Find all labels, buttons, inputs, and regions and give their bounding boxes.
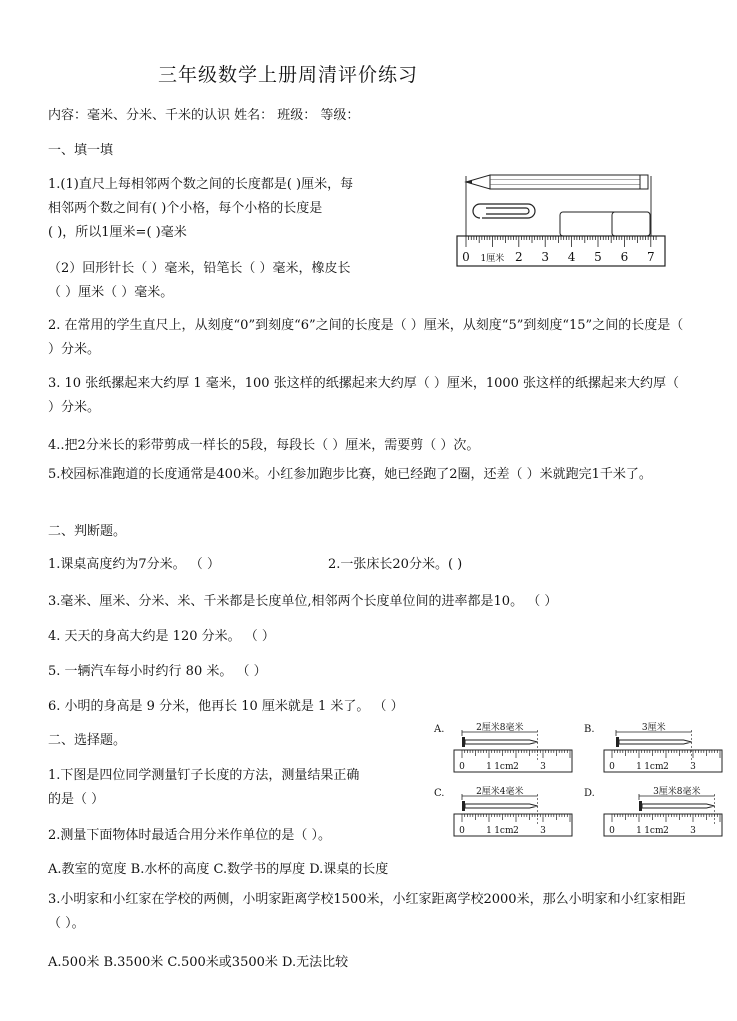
small-ruler-number: 2 — [513, 826, 519, 836]
small-ruler-number: 1 — [486, 826, 492, 836]
small-ruler-number: 0 — [459, 762, 465, 772]
nail-icon — [639, 801, 715, 811]
small-ruler-number: 1 — [636, 762, 642, 772]
nail-length-label: 3厘米8毫米 — [653, 787, 701, 797]
s1-q1-line2: 相邻两个数之间有( )个小格，每个小格的长度是 — [48, 201, 323, 216]
s1-q4: 4..把2分米长的彩带剪成一样长的5段，每段长（ ）厘米，需要剪（ ）次。 — [48, 438, 480, 453]
small-ruler-number: 1cm — [644, 826, 664, 836]
ruler-number: 1厘米 — [480, 254, 505, 264]
s1-q1-part2-line1: （2）回形针长（ ）毫米，铅笔长（ ）毫米，橡皮长 — [48, 261, 351, 276]
s2-q2: 2.一张床长20分米。( ) — [328, 557, 463, 572]
small-ruler-number: 0 — [459, 826, 465, 836]
ruler-number: 0 — [462, 250, 470, 264]
nail-figures — [432, 718, 732, 840]
nail-figure-a — [433, 721, 572, 772]
small-ruler-number: 3 — [690, 826, 696, 836]
nail-icon — [462, 801, 538, 811]
nail-option-label: A. — [434, 724, 445, 735]
s2-q3: 3.毫米、厘米、分米、米、千米都是长度单位,相邻两个长度单位间的进率都是10。 （ ） — [48, 594, 558, 609]
s1-q2: 2. 在常用的学生直尺上，从刻度“0”到刻度“6”之间的长度是（ ）厘米，从刻度“5”到刻度“15”之间的长度是（ ）分米。 — [48, 318, 684, 357]
s1-q1-line3: ( )，所以1厘米=( )毫米 — [48, 225, 187, 240]
small-ruler-number: 1 — [636, 826, 642, 836]
small-ruler-number: 0 — [609, 762, 615, 772]
nail-length-label: 3厘米 — [641, 723, 666, 733]
small-ruler-number: 1cm — [494, 762, 514, 772]
s3-q1-line1: 1.下图是四位同学测量钉子长度的方法，测量结果正确 — [48, 768, 360, 783]
nail-figure-c — [434, 785, 572, 836]
header-info: 内容：毫米、分米、千米的认识 姓名： 班级： 等级： — [48, 108, 360, 123]
page-title: 三年级数学上册周清评价练习 — [158, 64, 419, 86]
nail-option-label: C. — [434, 788, 445, 799]
ruler-number: 3 — [541, 250, 550, 264]
small-ruler-number: 0 — [609, 826, 615, 836]
s3-q3: 3.小明家和小红家在学校的两侧，小明家距离学校1500米，小红家距离学校2000米，那么小明家和小红家相距（ ）。 — [48, 892, 686, 931]
s1-q1-part2-line2: （ ）厘米（ ）毫米。 — [48, 285, 174, 300]
section2-heading: 二、判断题。 — [48, 524, 127, 539]
s3-q2-options: A.教室的宽度 B.水杯的高度 C.数学书的厚度 D.课桌的长度 — [48, 862, 389, 877]
s1-q1-line1: 1.(1)直尺上每相邻两个数之间的长度都是( )厘米，每 — [48, 177, 354, 192]
s3-q1-line2: 的是（ ） — [48, 792, 105, 807]
s1-q5: 5.校园标准跑道的长度通常是400米。小红参加跑步比赛，她已经跑了2圈，还差（ ）米就跑完1千米了。 — [48, 467, 652, 482]
eraser-icon — [560, 212, 650, 236]
ruler-figure — [456, 168, 668, 270]
ruler-number: 7 — [646, 250, 655, 264]
small-ruler-number: 2 — [513, 762, 519, 772]
section1-heading: 一、填一填 — [48, 143, 114, 158]
s2-q1: 1.课桌高度约为7分米。 （ ） — [48, 557, 220, 572]
pencil-icon — [466, 175, 648, 189]
nail-option-label: B. — [584, 724, 595, 735]
nail-length-label: 2厘米8毫米 — [476, 723, 524, 733]
nail-figure-b — [584, 721, 722, 772]
small-ruler-number: 2 — [663, 826, 669, 836]
small-ruler-number: 1 — [486, 762, 492, 772]
nail-option-label: D. — [584, 788, 595, 799]
small-ruler-number: 3 — [690, 762, 696, 772]
small-ruler-number: 1cm — [494, 826, 514, 836]
ruler-number: 5 — [594, 250, 602, 264]
small-ruler-number: 3 — [540, 762, 546, 772]
s2-q5: 5. 一辆汽车每小时约行 80 米。 （ ） — [48, 664, 267, 679]
section3-heading: 二、选择题。 — [48, 733, 127, 748]
small-ruler-number: 2 — [663, 762, 669, 772]
small-ruler-number: 3 — [540, 826, 546, 836]
small-ruler-number: 1cm — [644, 762, 664, 772]
nail-figure-d — [584, 785, 722, 836]
s1-q3: 3. 10 张纸摞起来大约厚 1 毫米，100 张这样的纸摞起来大约厚（ ）厘米，1000 张这样的纸摞起来大约厚（ ）分米。 — [48, 376, 680, 415]
ruler-number: 4 — [567, 250, 576, 264]
nail-length-label: 2厘米4毫米 — [476, 787, 524, 797]
paperclip-icon — [473, 204, 535, 218]
nail-icon — [616, 737, 692, 747]
ruler-number: 6 — [620, 250, 629, 264]
s3-q2: 2.测量下面物体时最适合用分米作单位的是（ ）。 — [48, 828, 332, 843]
s3-q3-options: A.500米 B.3500米 C.500米或3500米 D.无法比较 — [48, 955, 349, 970]
ruler-number: 2 — [514, 250, 523, 264]
s2-q6: 6. 小明的身高是 9 分米，他再长 10 厘米就是 1 米了。 （ ） — [48, 699, 404, 714]
nail-figures-svg — [432, 718, 732, 840]
nail-icon — [462, 737, 538, 747]
s2-q4: 4. 天天的身高大约是 120 分米。 （ ） — [48, 629, 275, 644]
